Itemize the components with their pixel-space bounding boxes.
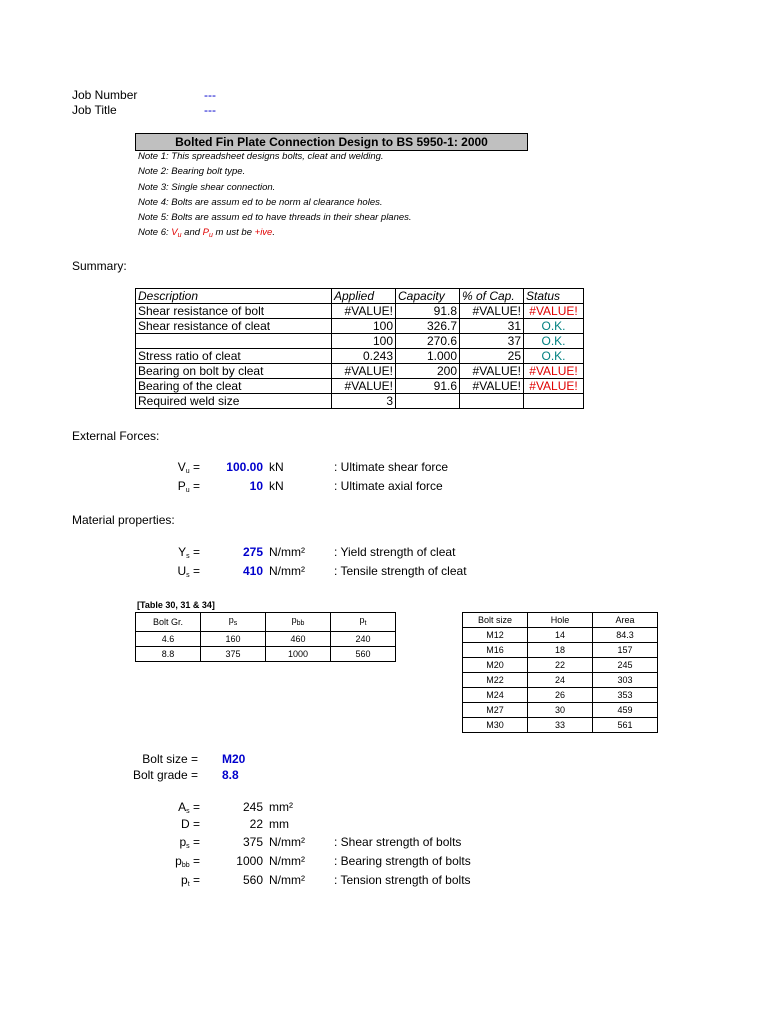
summary-capacity [396,394,460,409]
vu-unit: kN [269,460,284,474]
summary-status [524,394,584,409]
summary-applied: 100 [332,334,396,349]
note-3: Note 3: Single shear connection. [138,182,276,193]
summary-capacity: 91.8 [396,304,460,319]
grade-cell: 4.6 [136,632,201,647]
ys-value[interactable]: 275 [242,545,263,559]
note-1: Note 1: This spreadsheet designs bolts, cleat and welding. [138,151,384,162]
table-row [463,703,658,718]
summary-desc: Shear resistance of cleat [136,319,332,334]
pbb-symbol: $p_{bb}$ = [175,854,200,869]
material-heading: Material properties: [72,513,175,527]
sheet-title: Bolted Fin Plate Connection Design to BS 5950-1: 2000 [135,133,528,151]
summary-applied: 3 [332,394,396,409]
size-cell: 22 [528,658,593,673]
bolt-grade-label: Bolt grade = [132,768,198,782]
table-row [136,319,584,334]
pt-description: : Tension strength of bolts [334,873,471,887]
summary-pct: 25 [460,349,524,364]
us-description: : Tensile strength of cleat [334,564,467,578]
summary-capacity: 200 [396,364,460,379]
size-cell: M22 [463,673,528,688]
pbb-unit: N/mm² [269,854,305,868]
summary-desc: Shear resistance of bolt [136,304,332,319]
as-value: 245 [242,800,263,814]
size-cell: 157 [593,643,658,658]
size-cell: 26 [528,688,593,703]
summary-header-pct: % of Cap. [460,289,524,304]
ps-symbol: $p_s$ = [179,835,200,850]
size-cell: M12 [463,628,528,643]
us-value[interactable]: 410 [242,564,263,578]
size-header-row [463,613,658,628]
vu-description: : Ultimate shear force [334,460,449,474]
us-symbol: $U_s$ = [177,564,200,579]
table-row [136,364,584,379]
as-unit: mm² [269,800,293,814]
summary-header-applied: Applied [332,289,396,304]
table-row [136,379,584,394]
size-cell: 30 [528,703,593,718]
grade-header: Bolt Gr. [136,613,201,632]
d-value: 22 [249,817,263,831]
ys-symbol: $Y_s$ = [178,545,200,560]
summary-desc: Required weld size [136,394,332,409]
summary-capacity: 326.7 [396,319,460,334]
note-6: Note 6: $V_u$ and $P_u$ m ust be +ive. [138,227,275,239]
size-header: Area [593,613,658,628]
summary-status: #VALUE! [524,364,584,379]
grade-header-row [136,613,396,632]
summary-desc: Bearing on bolt by cleat [136,364,332,379]
ys-unit: N/mm² [269,545,305,559]
pbb-description: : Bearing strength of bolts [334,854,471,868]
bolt-size-table [462,612,658,733]
grade-cell: 240 [331,632,396,647]
summary-status: #VALUE! [524,379,584,394]
size-cell: 353 [593,688,658,703]
pbb-value: 1000 [236,854,263,868]
size-cell: 84.3 [593,628,658,643]
size-header: Hole [528,613,593,628]
size-cell: M27 [463,703,528,718]
grade-header: $p_t$ [331,613,396,632]
ys-description: : Yield strength of cleat [334,545,456,559]
ps-description: : Shear strength of bolts [334,835,462,849]
table-row [136,304,584,319]
summary-desc: Stress ratio of cleat [136,349,332,364]
grade-cell: 8.8 [136,647,201,662]
size-cell: M16 [463,643,528,658]
grade-cell: 375 [201,647,266,662]
bolt-grade-value[interactable]: 8.8 [222,768,239,782]
summary-table [135,288,584,409]
summary-header-status: Status [524,289,584,304]
note-2: Note 2: Bearing bolt type. [138,166,246,177]
pt-unit: N/mm² [269,873,305,887]
vu-symbol: $V_u$ = [177,460,200,475]
table-row [136,647,396,662]
summary-status: #VALUE! [524,304,584,319]
summary-pct [460,394,524,409]
size-cell: 561 [593,718,658,733]
ps-value: 375 [242,835,263,849]
summary-heading: Summary: [72,259,127,273]
external-forces-heading: External Forces: [72,429,160,443]
table-row [463,673,658,688]
d-unit: mm [269,817,289,831]
summary-desc [136,334,332,349]
job-title-value[interactable]: --- [204,103,216,117]
pu-value[interactable]: 10 [249,479,263,493]
table-row [136,349,584,364]
summary-applied: 100 [332,319,396,334]
as-symbol: $A_s$ = [178,800,200,815]
bolt-grade-table [135,612,396,662]
grade-header: $p_{bb}$ [266,613,331,632]
size-cell: M20 [463,658,528,673]
summary-capacity: 270.6 [396,334,460,349]
grade-header: $p_s$ [201,613,266,632]
table-row [136,334,584,349]
pu-unit: kN [269,479,284,493]
summary-header-capacity: Capacity [396,289,460,304]
pu-description: : Ultimate axial force [334,479,443,493]
us-unit: N/mm² [269,564,305,578]
size-cell: 245 [593,658,658,673]
vu-value[interactable]: 100.00 [226,460,263,474]
ps-unit: N/mm² [269,835,305,849]
grade-cell: 160 [201,632,266,647]
size-cell: 24 [528,673,593,688]
table-row [463,628,658,643]
pt-symbol: $p_t$ = [181,873,200,888]
table-row [463,658,658,673]
size-cell: 303 [593,673,658,688]
summary-desc: Bearing of the cleat [136,379,332,394]
grade-cell: 460 [266,632,331,647]
grade-cell: 1000 [266,647,331,662]
job-title-label: Job Title [72,103,117,117]
pu-symbol: $P_u$ = [177,479,200,494]
size-header: Bolt size [463,613,528,628]
summary-pct: 31 [460,319,524,334]
summary-capacity: 91.6 [396,379,460,394]
summary-pct: 37 [460,334,524,349]
summary-status: O.K. [524,349,584,364]
grade-table-caption: [Table 30, 31 & 34] [137,600,215,610]
size-cell: M24 [463,688,528,703]
grade-cell: 560 [331,647,396,662]
summary-header-description: Description [136,289,332,304]
table-row [463,688,658,703]
summary-applied: #VALUE! [332,364,396,379]
table-row [136,394,584,409]
size-cell: 18 [528,643,593,658]
summary-status: O.K. [524,319,584,334]
summary-applied: #VALUE! [332,304,396,319]
size-cell: 14 [528,628,593,643]
summary-status: O.K. [524,334,584,349]
note-4: Note 4: Bolts are assum ed to be norm al clearance holes. [138,197,383,208]
summary-header-row [136,289,584,304]
bolt-size-value[interactable]: M20 [222,752,246,766]
summary-capacity: 1.000 [396,349,460,364]
table-row [463,718,658,733]
job-number-label: Job Number [72,88,138,102]
summary-applied: #VALUE! [332,379,396,394]
d-symbol: D = [180,817,200,831]
table-row [463,643,658,658]
summary-pct: #VALUE! [460,379,524,394]
summary-pct: #VALUE! [460,364,524,379]
size-cell: 459 [593,703,658,718]
pt-value: 560 [242,873,263,887]
note-5: Note 5: Bolts are assum ed to have threads in their shear planes. [138,212,412,223]
table-row [136,632,396,647]
job-number-value[interactable]: --- [204,88,216,102]
summary-pct: #VALUE! [460,304,524,319]
size-cell: 33 [528,718,593,733]
summary-applied: 0.243 [332,349,396,364]
bolt-size-label: Bolt size = [142,752,198,766]
size-cell: M30 [463,718,528,733]
